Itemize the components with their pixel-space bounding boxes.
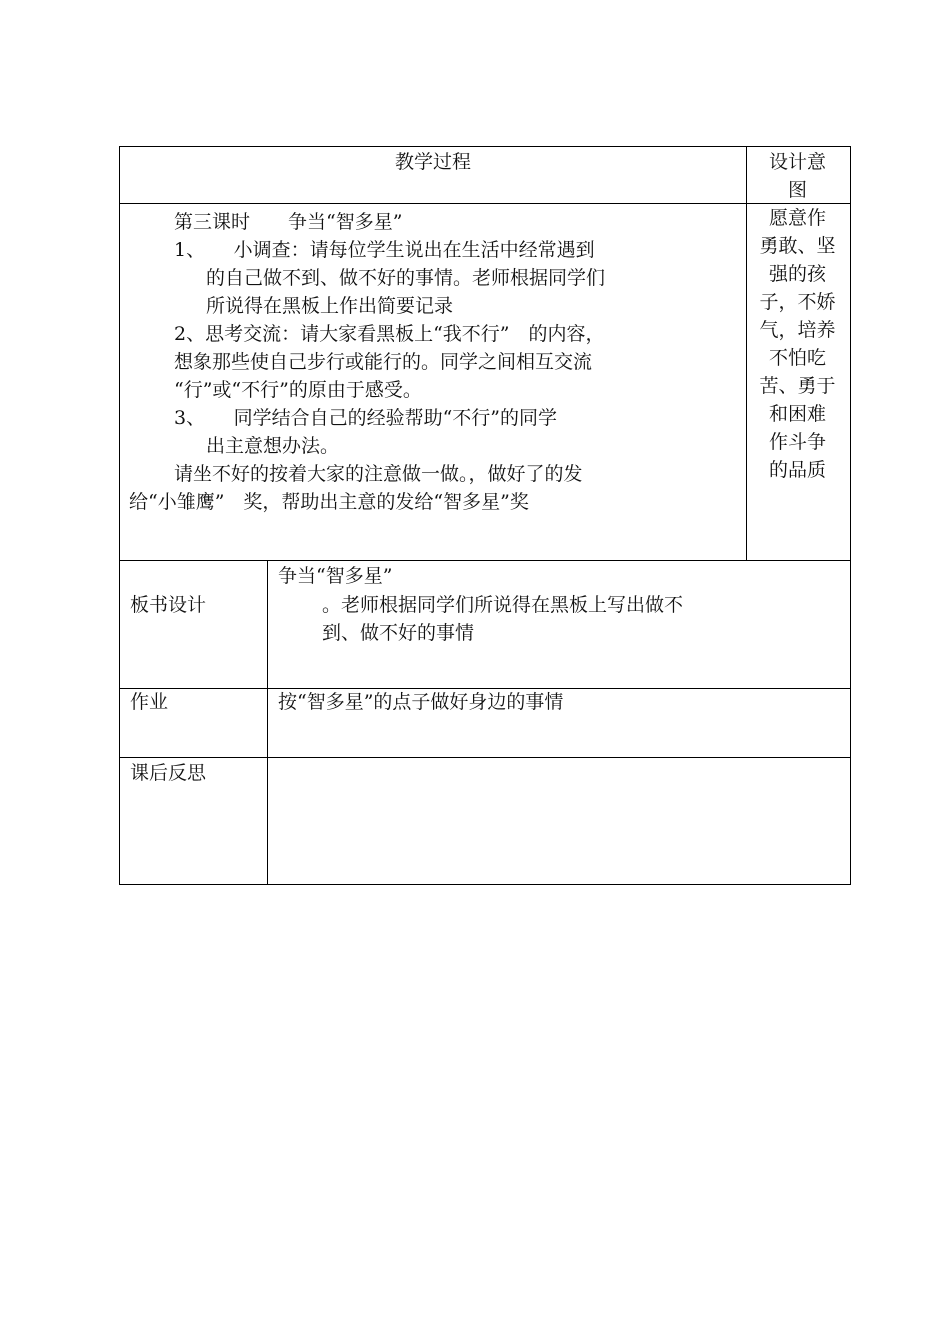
intent-line: 苦、勇于 — [759, 375, 836, 397]
board-line: 争当“智多星” — [278, 565, 393, 587]
intent-line: 愿意作 — [768, 207, 826, 229]
process-header-cell — [119, 146, 747, 204]
intent-header-label-line1: 设计意 — [768, 151, 826, 173]
process-line: 请坐不好的按着大家的注意做一做。，做好了的发 — [174, 463, 583, 485]
process-line: 第三课时 争当“智多星” — [174, 211, 403, 233]
process-line: 给“小雏鹰” 奖，帮助出主意的发给“智多星”奖 — [129, 491, 529, 513]
intent-line: 勇敢、坚 — [759, 235, 836, 257]
homework-text: 按“智多星”的点子做好身边的事情 — [278, 691, 564, 713]
process-line: 3、 同学结合自己的经验帮助“不行”的同学 — [174, 407, 558, 429]
reflection-label-cell — [119, 757, 268, 885]
homework-content-cell — [267, 688, 851, 758]
board-label-cell — [119, 560, 268, 689]
process-line: 的自己做不到、做不好的事情。老师根据同学们 — [206, 267, 606, 289]
board-line: 。老师根据同学们所说得在黑板上写出做不 — [322, 594, 684, 616]
intent-line: 和困难 — [768, 403, 826, 425]
intent-line: 的品质 — [768, 459, 826, 481]
process-line: “行”或“不行”的原由于感受。 — [174, 379, 422, 401]
process-line: 所说得在黑板上作出简要记录 — [206, 295, 454, 317]
reflection-content-cell — [267, 757, 851, 885]
board-label: 板书设计 — [130, 594, 207, 616]
intent-header-label-line2: 图 — [787, 179, 807, 201]
intent-line: 作斗争 — [768, 431, 826, 453]
process-line: 出主意想办法。 — [206, 435, 340, 457]
intent-line: 不怕吃 — [768, 347, 826, 369]
homework-label-cell — [119, 688, 268, 758]
process-content-cell — [119, 203, 747, 561]
process-line: 2、思考交流：请大家看黑板上“我不行” 的内容， — [174, 323, 605, 345]
intent-line: 子，不娇 — [759, 291, 836, 313]
intent-header-cell — [746, 146, 851, 204]
intent-content-cell — [746, 203, 851, 561]
board-line: 到、做不好的事情 — [322, 622, 475, 644]
intent-line: 强的孩 — [768, 263, 826, 285]
homework-label: 作业 — [130, 691, 169, 713]
intent-line: 气，培养 — [759, 319, 836, 341]
reflection-label: 课后反思 — [130, 762, 207, 784]
process-line: 想象那些使自己步行或能行的。同学之间相互交流 — [174, 351, 593, 373]
process-line: 1、 小调查：请每位学生说出在生活中经常遇到 — [174, 239, 595, 261]
board-content-cell — [267, 560, 851, 689]
process-header-label: 教学过程 — [394, 151, 471, 173]
